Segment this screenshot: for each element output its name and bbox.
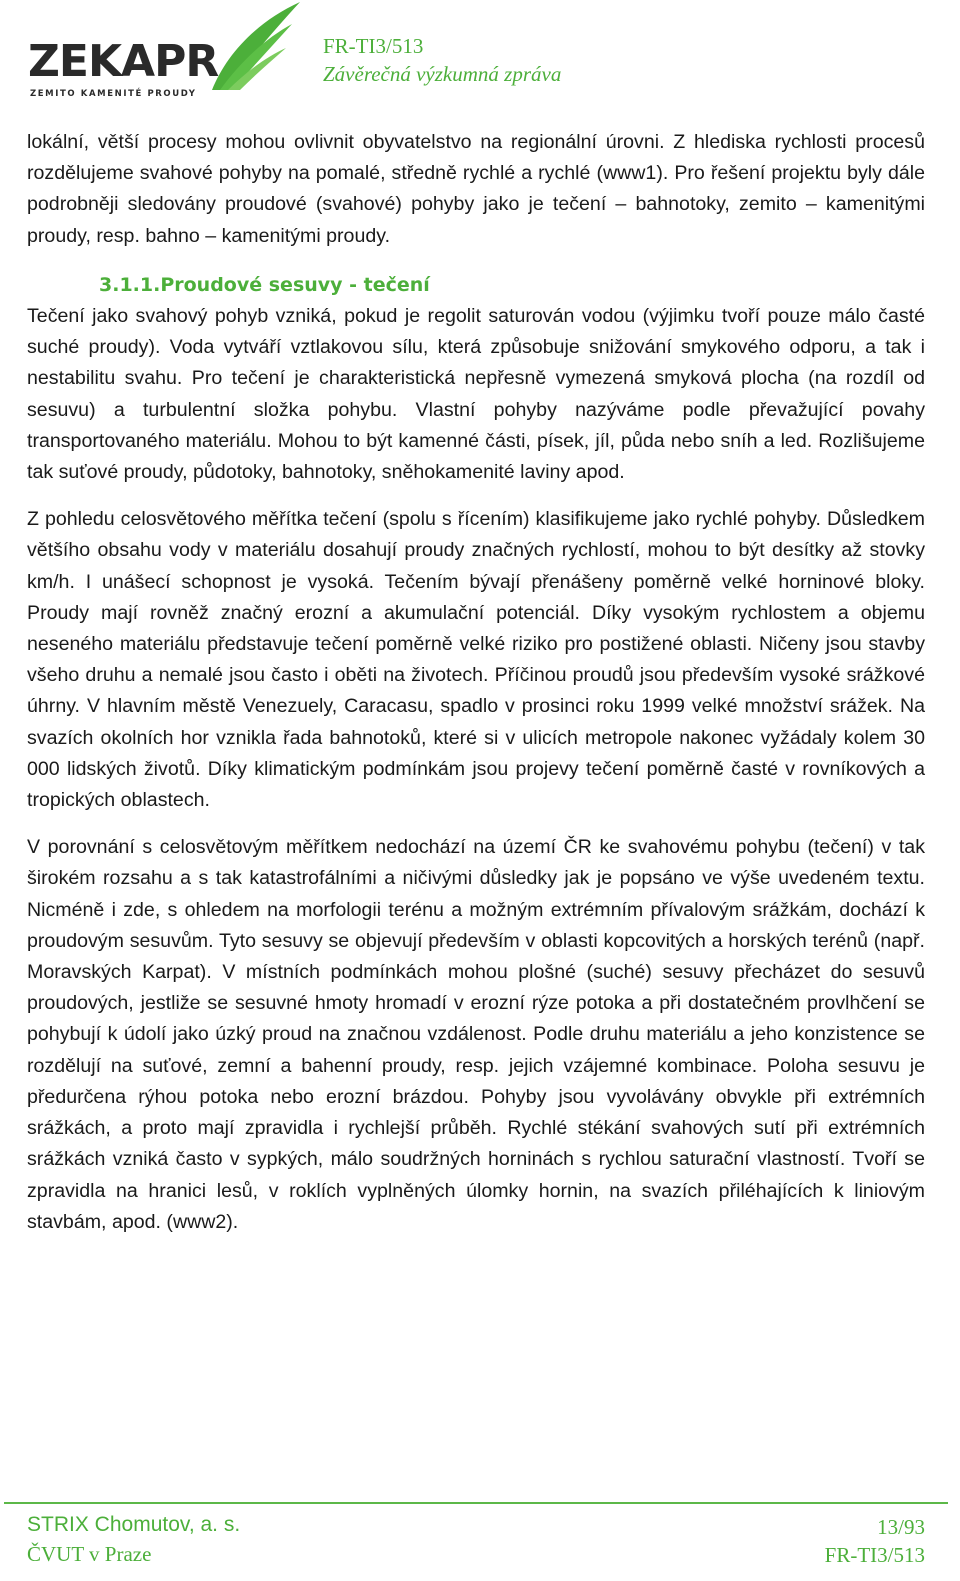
header-document-code: FR-TI3/513	[323, 34, 424, 58]
section-title: Proudové sesuvy - tečení	[160, 273, 430, 296]
section-heading	[27, 270, 925, 301]
footer-divider	[4, 1502, 948, 1504]
page-header	[0, 0, 960, 110]
paragraph-4: V porovnání s celosvětovým měřítkem nedochází na území ČR ke svahovému pohybu (tečení) v tak širokém rozsahu a s tak katastrofálními a ničivými důsledky jak je popsáno ve výše uvedeném textu. Nicméně i zde, s ohledem na morfologii terénu a možným extrémním přívalovým srážkám, dochází k proudovým sesuvům. Tyto sesuvy se objevují především v oblasti kopcovitých a horských terénů (např. Moravských Karpat). V místních podmínkách mohou plošné (suché) sesuvy přecházet do sesuvů proudových, jestliže se sesuvné hmoty hromadí v erozní rýze potoka a při dostatečném provlhčení se pohybují k údolí jako úzký proud na značnou vzdálenost. Podle druhu materiálu a jeho konzistence se rozdělují na suťové, zemní a bahenní proudy, resp. jejich vzájemné kombinace. Poloha sesuvu je předurčena rýhou potoka nebo erozní brázdou. Pohyby jsou vyvolávány obvykle při extrémních srážkách, a proto mají zpravidla i rychlejší průběh. Rychlé stékání svahových sutí při extrémních srážkách vzniká často v sypkých, málo soudržných horninách s rychlou saturační vlastností. Tvoří se zpravidla na hranici lesů, v roklích vyplněných úlomky hornin, na svazích přiléhajících k liniovým stavbám, apod. (www2).	[27, 836, 925, 1233]
paragraph-3: Z pohledu celosvětového měřítka tečení (spolu s řícením) klasifikujeme jako rychlé pohyby. Důsledkem většího obsahu vody v materiálu dosahují proudy značných rychlostí, mohou to být desítky až stovky km/h. I unášecí schopnost je vysoká. Tečením bývají přenášeny poměrně velké horninové bloky. Proudy mají rovněž značný erozní a akumulační potenciál. Díky vysokým rychlostem a objemu neseného materiálu představuje tečení poměrně velké riziko pro postižené oblasti. Ničeny jsou stavby všeho druhu a nemalé jsou často i oběti na životech. Příčinou proudů jsou především vysoké srážkové úhrny. V hlavním městě Venezuely, Caracasu, spadlo v prosinci roku 1999 velké množství srážek. Na svazích okolních hor vznikla řada bahnotoků, které si v ulicích metropole nakonec vyžádaly kolem 30 000 lidských životů. Díky klimatickým podmínkám jsou projevy tečení poměrně časté v rovníkových a tropických oblastech.	[27, 508, 925, 812]
document-body	[27, 127, 925, 1238]
logo-tagline: ZEMITO KAMENITÉ PROUDY	[30, 89, 197, 99]
paragraph-2: Tečení jako svahový pohyb vzniká, pokud je regolit saturován vodou (výjimku tvoří pouze málo časté suché proudy). Voda vytváří vztlakovou sílu, která způsobuje snižování smykového odporu, a tak i nestabilitu svahu. Pro tečení je charakteristická nepřesně vymezená smyková plocha (na rozdíl od sesuvu) a turbulentní složka pohybu. Vlastní pohyby nazýváme podle převažující povahy transportovaného materiálu. Mohou to být kamenné části, písek, jíl, půda nebo sníh a led. Rozlišujeme tak suťové proudy, půdotoky, bahnotoky, sněhokamenité laviny apod.	[27, 305, 925, 484]
footer-page-number: 13/93	[877, 1515, 925, 1539]
leaf-icon	[206, 0, 302, 92]
footer-document-code: FR-TI3/513	[824, 1543, 925, 1567]
logo-wordmark: ZEKAPR	[28, 36, 219, 87]
header-document-subtitle: Závěrečná výzkumná zpráva	[323, 62, 562, 86]
footer-company: STRIX Chomutov, a. s.	[27, 1513, 241, 1536]
section-number: 3.1.1.	[99, 273, 161, 296]
zekapr-logo	[28, 0, 288, 104]
paragraph-1: lokální, větší procesy mohou ovlivnit obyvatelstvo na regionální úrovni. Z hlediska rychlosti procesů rozdělujeme svahové pohyby na pomalé, středně rychlé a rychlé (www1). Pro řešení projektu byly dále podrobněji sledovány proudové (svahové) pohyby jako je tečení – bahnotoky, zemito – kamenitými proudy, resp. bahno – kamenitými proudy.	[27, 131, 925, 247]
footer-university: ČVUT v Praze	[27, 1542, 152, 1566]
